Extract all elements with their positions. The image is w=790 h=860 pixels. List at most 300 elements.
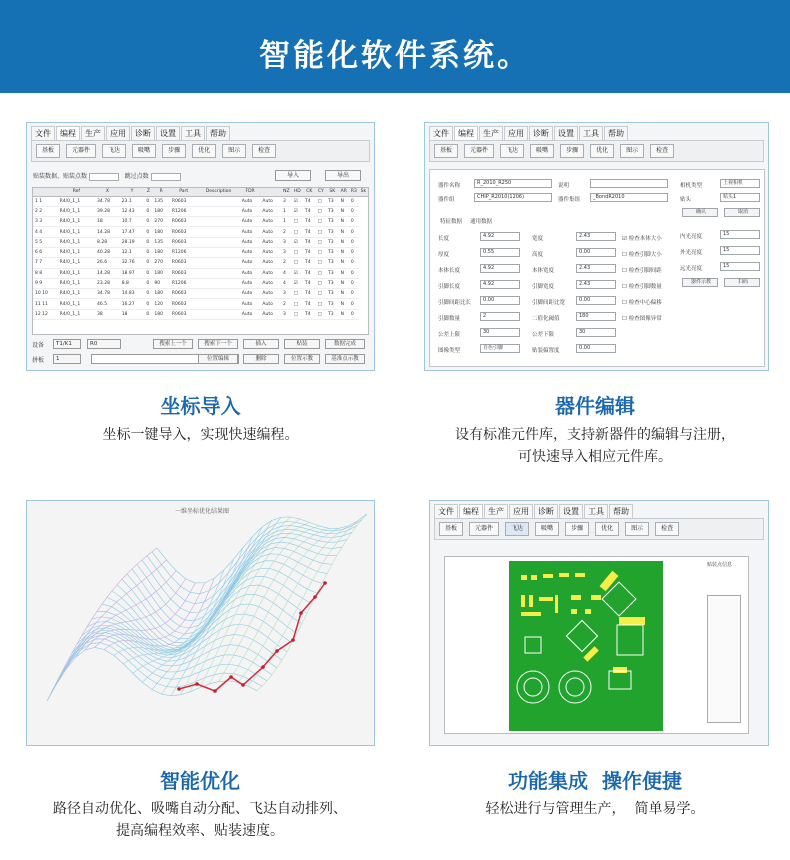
- screenshot-component-edit: [424, 122, 769, 371]
- table-cell: T4: [303, 206, 316, 216]
- table-cell: 12.1: [120, 247, 145, 257]
- note-field[interactable]: [590, 179, 668, 188]
- table-cell: R0603: [170, 227, 197, 237]
- table-cell: 2: [281, 227, 292, 237]
- table-cell: Auto: [260, 206, 281, 216]
- light-inner-field[interactable]: 15: [720, 230, 760, 239]
- table-cell: □: [316, 258, 326, 268]
- table-header: SK: [326, 188, 339, 196]
- table-cell: 180: [152, 227, 170, 237]
- menu-item[interactable]: 诊断: [534, 504, 558, 518]
- tab-feature-data[interactable]: 特征数据: [440, 219, 463, 225]
- table-cell: T4: [303, 278, 316, 288]
- table-cell: □: [316, 278, 326, 288]
- form-label: 引脚长度: [438, 284, 461, 290]
- table-cell: □: [292, 289, 303, 299]
- toolbar-button[interactable]: 基板: [434, 144, 458, 158]
- path-point: [229, 675, 233, 679]
- table-cell: Auto: [260, 278, 281, 288]
- menu-item[interactable]: 编程: [454, 126, 478, 140]
- toolbar-button[interactable]: 吸嘴: [132, 144, 156, 158]
- menu-item[interactable]: 工具: [579, 126, 603, 140]
- table-cell: [197, 278, 239, 288]
- table-cell: [197, 237, 239, 247]
- form-field[interactable]: 4.92: [480, 280, 520, 289]
- menu-item[interactable]: 文件: [434, 504, 458, 518]
- table-cell: □: [316, 227, 326, 237]
- table-cell: 5 5: [33, 237, 58, 247]
- menu-item[interactable]: 生产: [484, 504, 508, 518]
- toolbar: [31, 140, 370, 162]
- table-cell: R4/0_1_1: [58, 258, 95, 268]
- table-row[interactable]: [33, 227, 368, 237]
- form-field[interactable]: 0.55: [480, 248, 520, 257]
- camera-label: 相机类型: [680, 183, 703, 189]
- menu-item[interactable]: 应用: [106, 126, 130, 140]
- table-cell: N: [339, 278, 349, 288]
- table-cell: 23.1: [120, 196, 145, 206]
- toolbar-button[interactable]: 优化: [595, 522, 619, 536]
- pcb-canvas: [444, 556, 749, 734]
- table-cell: 0: [144, 227, 152, 237]
- table-cell: R1206: [170, 206, 197, 216]
- table-header: Ref: [58, 188, 95, 196]
- table-cell: T3: [326, 196, 339, 206]
- toolbar-button[interactable]: 图示: [222, 144, 246, 158]
- checkbox-icon[interactable]: ☐: [622, 268, 629, 274]
- feature-3-desc-line1: 路径自动优化、吸嘴自动分配、飞达自动排列、: [53, 801, 347, 817]
- menu-item[interactable]: 设置: [559, 504, 583, 518]
- confirm-button[interactable]: 确认: [682, 208, 718, 217]
- head-select[interactable]: 贴头1: [720, 193, 760, 202]
- table-cell: T3: [326, 289, 339, 299]
- light-far-field[interactable]: 15: [720, 262, 760, 271]
- table-cell: 3: [281, 237, 292, 247]
- light-outer-field[interactable]: 15: [720, 246, 760, 255]
- table-cell: N: [339, 217, 349, 227]
- form-label: 引脚宽度: [532, 284, 555, 290]
- table-cell: 0: [349, 258, 359, 268]
- menu-item[interactable]: 编程: [459, 504, 483, 518]
- path-point: [313, 595, 317, 599]
- table-header: CK: [303, 188, 316, 196]
- table-cell: R4/0_1_1: [58, 237, 95, 247]
- table-cell: 2: [281, 299, 292, 309]
- toolbar-button[interactable]: 吸嘴: [535, 522, 559, 536]
- table-cell: 0: [144, 268, 152, 278]
- table-cell: 18: [120, 309, 145, 319]
- table-cell: N: [339, 227, 349, 237]
- feature-2-desc-line1: 设有标准元件库，支持新器件的编辑与注册，: [455, 427, 735, 443]
- table-header: AR: [339, 188, 349, 196]
- camera-select[interactable]: 上视相机: [720, 179, 760, 188]
- form-field[interactable]: 自色引脚: [480, 344, 520, 353]
- table-cell: T3: [326, 268, 339, 278]
- table-row[interactable]: [33, 278, 368, 288]
- table-cell: R0603: [170, 299, 197, 309]
- table-cell: 3: [281, 309, 292, 319]
- scan-button[interactable]: 扫码: [724, 278, 760, 287]
- table-cell: 3: [281, 196, 292, 206]
- table-cell: 10 10: [33, 289, 58, 299]
- table-cell: 0: [349, 268, 359, 278]
- group-label: 器件组: [438, 197, 455, 203]
- table-cell: Auto: [240, 227, 261, 237]
- table-cell: 3 3: [33, 217, 58, 227]
- table-cell: 180: [152, 247, 170, 257]
- toolbar-button[interactable]: 步骤: [162, 144, 186, 158]
- form-field[interactable]: 4.92: [480, 232, 520, 241]
- checkbox-icon[interactable]: ☑: [622, 236, 629, 242]
- table-cell: T4: [303, 237, 316, 247]
- table-cell: Auto: [260, 227, 281, 237]
- tab-common-data[interactable]: 通用数据: [470, 219, 493, 225]
- table-cell: □: [316, 196, 326, 206]
- form-field[interactable]: 2.43: [576, 280, 616, 289]
- toolbar-button[interactable]: 基板: [36, 144, 60, 158]
- component-teach-button[interactable]: 器件示教: [682, 278, 718, 287]
- check-option[interactable]: [622, 250, 662, 258]
- table-cell: ☑: [292, 237, 303, 247]
- menu-item[interactable]: 文件: [31, 126, 55, 140]
- table-cell: 1: [281, 206, 292, 216]
- table-cell: 0: [144, 289, 152, 299]
- table-row[interactable]: [33, 217, 368, 227]
- table-row[interactable]: [33, 247, 368, 257]
- toolbar-button[interactable]: 步骤: [565, 522, 589, 536]
- table-row[interactable]: [33, 268, 368, 278]
- table-cell: 4 4: [33, 227, 58, 237]
- panel-label: 拼板: [32, 357, 45, 364]
- toolbar: [434, 518, 764, 540]
- table-cell: N: [339, 289, 349, 299]
- table-cell: ☑: [292, 206, 303, 216]
- table-row[interactable]: [33, 299, 368, 309]
- search-next-button[interactable]: 搜索下一个: [198, 339, 238, 349]
- menu-item[interactable]: 应用: [504, 126, 528, 140]
- toolbar-button[interactable]: 检查: [252, 144, 276, 158]
- form-field[interactable]: 30: [480, 328, 520, 337]
- table-cell: 180: [152, 206, 170, 216]
- place-button[interactable]: 贴装: [284, 339, 320, 349]
- check-label: 检查本体大小: [628, 236, 662, 242]
- menu-item[interactable]: 文件: [429, 126, 453, 140]
- menu-item[interactable]: 帮助: [206, 126, 230, 140]
- path-point: [291, 638, 295, 642]
- menu-bar: [429, 126, 629, 140]
- table-cell: [197, 206, 239, 216]
- toolbar-button[interactable]: 元器件: [66, 144, 96, 158]
- table-cell: Auto: [260, 309, 281, 319]
- toolbar-button[interactable]: 检查: [650, 144, 674, 158]
- table-cell: Auto: [260, 289, 281, 299]
- table-cell: T3: [326, 237, 339, 247]
- angle-select[interactable]: R0: [87, 339, 121, 349]
- check-option[interactable]: [622, 282, 662, 290]
- table-cell: T3: [326, 309, 339, 319]
- device-select[interactable]: T1/K1: [53, 339, 81, 349]
- table-header: Sk: [360, 189, 367, 195]
- toolbar-button[interactable]: 飞达: [102, 144, 126, 158]
- table-cell: T3: [326, 206, 339, 216]
- table-header: Z: [144, 188, 152, 196]
- table-cell: N: [339, 258, 349, 268]
- search-prev-button[interactable]: 搜索上一个: [153, 339, 193, 349]
- form-field[interactable]: 0.00: [576, 344, 616, 353]
- menu-item[interactable]: 编程: [56, 126, 80, 140]
- table-row[interactable]: [33, 309, 368, 319]
- table-cell: 0: [144, 258, 152, 268]
- toolbar-button[interactable]: 飞达: [500, 144, 524, 158]
- table-cell: 4: [281, 268, 292, 278]
- table-cell: Auto: [240, 299, 261, 309]
- table-cell: □: [292, 217, 303, 227]
- toolbar-button[interactable]: 图示: [625, 522, 649, 536]
- position-edit-button[interactable]: 位置编辑: [198, 354, 238, 364]
- table-cell: 8 8: [33, 268, 58, 278]
- form-label: 引脚间距比宽: [532, 300, 566, 306]
- table-cell: ☑: [292, 268, 303, 278]
- table-cell: □: [292, 258, 303, 268]
- table-cell: 23.28: [95, 278, 120, 288]
- table-cell: ☑: [292, 196, 303, 206]
- toolbar-button[interactable]: 步骤: [560, 144, 584, 158]
- table-header: R: [152, 188, 170, 196]
- table-cell: 14.28: [95, 268, 120, 278]
- table-cell: R1206: [170, 247, 197, 257]
- position-teach-button[interactable]: 位置示教: [284, 354, 320, 364]
- export-button[interactable]: 导出: [325, 170, 361, 181]
- table-cell: 0: [349, 299, 359, 309]
- form-field[interactable]: 0.00: [576, 248, 616, 257]
- table-cell: 180: [152, 309, 170, 319]
- name-label: 器件名称: [438, 183, 461, 189]
- feature-1-title: 坐标导入: [160, 394, 241, 418]
- check-option[interactable]: [622, 266, 662, 274]
- table-cell: 120: [152, 299, 170, 309]
- table-cell: 2: [281, 258, 292, 268]
- cancel-button[interactable]: 取消: [724, 208, 760, 217]
- table-row[interactable]: [33, 206, 368, 216]
- form-label: 高度: [532, 252, 544, 258]
- fiducial-teach-button[interactable]: 基准点示教: [325, 354, 365, 364]
- placement-info-list: [707, 595, 741, 723]
- checkbox-icon[interactable]: ☐: [622, 300, 629, 306]
- table-cell: □: [316, 268, 326, 278]
- table-cell: Auto: [240, 237, 261, 247]
- screenshot-coordinate-import: [26, 122, 375, 371]
- menu-item[interactable]: 设置: [554, 126, 578, 140]
- table-cell: □: [292, 227, 303, 237]
- form-field[interactable]: 30: [576, 328, 616, 337]
- table-cell: Auto: [240, 309, 261, 319]
- toolbar-button[interactable]: 元器件: [464, 144, 494, 158]
- feature-3-title: 智能优化: [160, 769, 240, 793]
- screenshot-pcb-view: [429, 500, 769, 746]
- toolbar-button[interactable]: 优化: [590, 144, 614, 158]
- form-field[interactable]: 0.00: [480, 296, 520, 305]
- table-cell: 4: [281, 278, 292, 288]
- toolbar-button[interactable]: 吸嘴: [530, 144, 554, 158]
- device-label: 设备: [32, 342, 45, 349]
- table-cell: N: [339, 206, 349, 216]
- table-cell: R4/0_1_1: [58, 217, 95, 227]
- panel-select[interactable]: 1: [53, 354, 81, 364]
- checkbox-icon[interactable]: ☐: [622, 252, 629, 258]
- banner-title: 智能化软件系统。: [259, 38, 531, 74]
- menu-item[interactable]: 工具: [584, 504, 608, 518]
- checkbox-icon[interactable]: ☐: [622, 284, 629, 290]
- menu-bar: [434, 504, 634, 518]
- form-label: 厚度: [438, 252, 450, 258]
- table-cell: Auto: [240, 278, 261, 288]
- table-header: Description: [197, 188, 239, 196]
- name-field[interactable]: R_2010_R250: [474, 179, 552, 188]
- table-header: R3: [350, 189, 357, 195]
- table-cell: [197, 268, 239, 278]
- table-cell: 135: [152, 237, 170, 247]
- table-cell: □: [316, 309, 326, 319]
- feature-2-title: 器件编辑: [555, 394, 635, 418]
- menu-item[interactable]: 生产: [81, 126, 105, 140]
- table-cell: 34.78: [95, 289, 120, 299]
- table-cell: R0603: [170, 258, 197, 268]
- table-cell: R4/0_1_1: [58, 227, 95, 237]
- table-cell: R0603: [170, 237, 197, 247]
- data-done-button[interactable]: 数据完成: [325, 339, 365, 349]
- insert-button[interactable]: 插入: [243, 339, 279, 349]
- table-cell: Auto: [240, 196, 261, 206]
- check-option[interactable]: [622, 298, 662, 306]
- table-cell: 18.97: [120, 268, 145, 278]
- menu-bar: [31, 126, 231, 140]
- table-cell: 180: [152, 268, 170, 278]
- table-cell: T3: [326, 227, 339, 237]
- feature-2-desc-line2: 可快速导入相应元件库。: [518, 449, 672, 465]
- table-header: Y: [120, 188, 145, 196]
- table-cell: 0: [144, 206, 152, 216]
- category-select[interactable]: _BondR2010: [590, 193, 668, 202]
- table-cell: 0: [144, 237, 152, 247]
- table-header: [260, 188, 281, 196]
- table-cell: □: [316, 237, 326, 247]
- table-cell: □: [292, 247, 303, 257]
- table-cell: □: [292, 309, 303, 319]
- form-field[interactable]: 180: [576, 312, 616, 321]
- menu-item[interactable]: 工具: [181, 126, 205, 140]
- toolbar-button[interactable]: 检查: [655, 522, 679, 536]
- table-cell: R4/0_1_1: [58, 268, 95, 278]
- table-cell: 7 7: [33, 258, 58, 268]
- menu-item[interactable]: 帮助: [609, 504, 633, 518]
- table-cell: Auto: [260, 237, 281, 247]
- form-field[interactable]: 2: [480, 312, 520, 321]
- table-header: X: [95, 188, 120, 196]
- menu-item[interactable]: 诊断: [131, 126, 155, 140]
- table-cell: □: [316, 247, 326, 257]
- delete-button[interactable]: 删除: [243, 354, 279, 364]
- table-cell: 14.83: [120, 289, 145, 299]
- table-cell: Auto: [240, 268, 261, 278]
- table-cell: 3: [281, 289, 292, 299]
- toolbar-button[interactable]: 优化: [192, 144, 216, 158]
- form-label: 引脚数量: [438, 316, 461, 322]
- menu-item[interactable]: 应用: [509, 504, 533, 518]
- table-cell: 39.28: [95, 206, 120, 216]
- table-cell: [197, 217, 239, 227]
- table-cell: R4/0_1_1: [58, 278, 95, 288]
- menu-item[interactable]: 诊断: [529, 126, 553, 140]
- table-cell: T4: [303, 268, 316, 278]
- check-option[interactable]: [622, 234, 662, 242]
- form-field[interactable]: 2.43: [576, 232, 616, 241]
- toolbar-button[interactable]: 元器件: [469, 522, 499, 536]
- table-cell: Auto: [260, 268, 281, 278]
- table-cell: R4/0_1_1: [58, 206, 95, 216]
- path-point: [323, 581, 327, 585]
- table-cell: 0: [349, 289, 359, 299]
- table-cell: [197, 289, 239, 299]
- placement-table: [32, 187, 369, 335]
- path-point: [213, 689, 217, 693]
- form-field[interactable]: 4.92: [480, 264, 520, 273]
- form-label: 贴装偏置度: [532, 348, 560, 354]
- table-cell: 32.76: [120, 258, 145, 268]
- menu-item[interactable]: 设置: [156, 126, 180, 140]
- surface-plot: [27, 501, 375, 746]
- check-label: 检查引脚大小: [628, 252, 662, 258]
- import-button[interactable]: 导入: [275, 170, 311, 181]
- toolbar-button[interactable]: 图示: [620, 144, 644, 158]
- toolbar-button[interactable]: 飞达: [505, 522, 529, 536]
- table-row[interactable]: [33, 237, 368, 247]
- table-cell: T3: [326, 258, 339, 268]
- table-cell: R4/0_1_1: [58, 289, 95, 299]
- table-cell: 270: [152, 217, 170, 227]
- form-field[interactable]: 0.00: [576, 296, 616, 305]
- form-label: 二值化阈值: [532, 316, 560, 322]
- table-cell: T3: [326, 217, 339, 227]
- path-point: [261, 665, 265, 669]
- table-cell: 9 9: [33, 278, 58, 288]
- table-cell: Auto: [260, 258, 281, 268]
- form-label: 本体宽度: [532, 268, 555, 274]
- placement-info-label: 贴装点信息: [707, 562, 733, 568]
- table-cell: Auto: [240, 247, 261, 257]
- table-cell: Auto: [240, 217, 261, 227]
- table-row[interactable]: [33, 258, 368, 268]
- form-label: 公差下限: [532, 332, 555, 338]
- table-cell: ☑: [292, 278, 303, 288]
- path-point: [299, 611, 303, 615]
- toolbar-button[interactable]: 基板: [439, 522, 463, 536]
- path-point: [275, 649, 279, 653]
- check-option[interactable]: [622, 314, 662, 322]
- table-row[interactable]: [33, 289, 368, 299]
- table-row[interactable]: [33, 196, 368, 206]
- menu-item[interactable]: 生产: [479, 126, 503, 140]
- table-cell: □: [316, 289, 326, 299]
- group-select[interactable]: CHIP_R2010(1206): [474, 193, 552, 202]
- form-field[interactable]: 2.43: [576, 264, 616, 273]
- checkbox-icon[interactable]: ☐: [622, 316, 629, 322]
- head-label: 贴头: [680, 197, 692, 203]
- table-cell: 34.78: [95, 196, 120, 206]
- header-banner: [0, 0, 790, 93]
- table-cell: 0: [349, 217, 359, 227]
- table-cell: 0: [144, 309, 152, 319]
- menu-item[interactable]: 帮助: [604, 126, 628, 140]
